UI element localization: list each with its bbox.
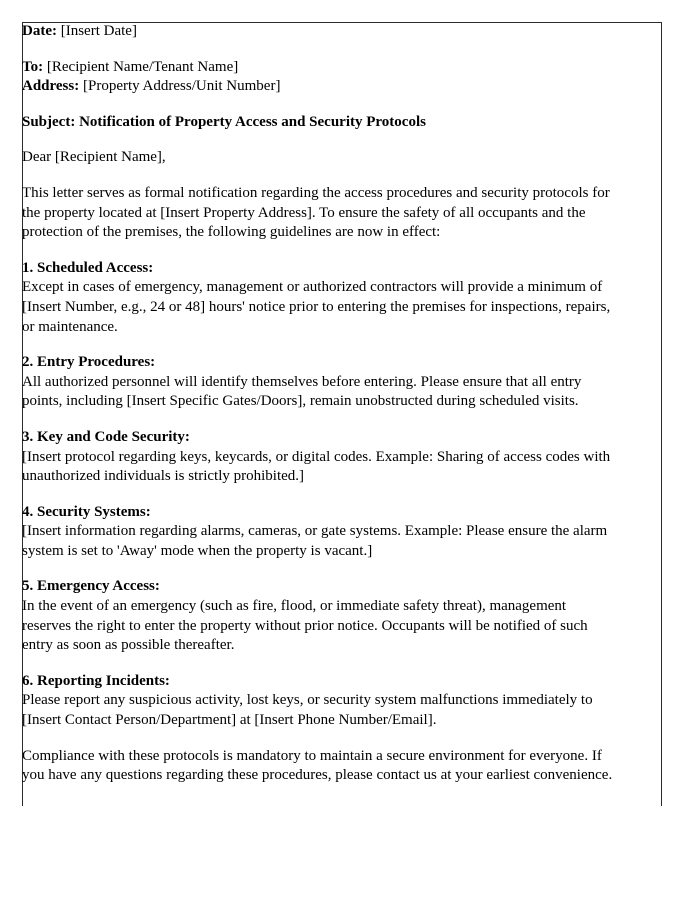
section-heading: 6. Reporting Incidents:: [22, 672, 170, 689]
to-value: [Recipient Name/Tenant Name]: [46, 58, 239, 75]
section-text: [Insert protocol regarding keys, keycards, or digital codes. Example: Sharing of access codes with unauthorized individuals is strictly prohibited.]: [22, 448, 611, 485]
section-text: In the event of an emergency (such as fire, flood, or immediate safety threat), management reserves the right to enter the property without prior notice. Occupants will be notified of such entry as soon as possible thereafter.: [22, 598, 588, 654]
section-heading: 5. Emergency Access:: [22, 578, 160, 595]
date-label: Date:: [22, 23, 57, 39]
section-text: All authorized personnel will identify themselves before entering. Please ensure that all entry points, including [Insert Specific Gates/Doors], remain unobstructed during scheduled visits.: [22, 373, 582, 410]
intro-paragraph: This letter serves as formal notification regarding the access procedures and security protocols for the property located at [Insert Property Address]. To ensure the safety of all occupants and the protection of the premises, the following guidelines are now in effect:: [22, 184, 610, 241]
date-value: [Insert Date]: [60, 23, 137, 39]
address-label: Address:: [22, 78, 80, 95]
section-heading: 2. Entry Procedures:: [22, 354, 156, 371]
section-reporting-incidents: [22, 672, 618, 731]
closing-paragraph: Compliance with these protocols is mandatory to maintain a secure environment for everyone. If you have any questions regarding these procedures, please contact us at your earliest convenience.: [22, 747, 613, 784]
recipient-block: [22, 58, 618, 97]
section-heading: 4. Security Systems:: [22, 503, 151, 520]
subject-line: Subject: Notification of Property Access and Security Protocols: [22, 113, 426, 130]
address-value: [Property Address/Unit Number]: [82, 78, 281, 95]
salutation: Dear [Recipient Name],: [22, 149, 166, 166]
section-scheduled-access: [22, 259, 618, 337]
date-block: [22, 22, 618, 42]
section-text: Except in cases of emergency, management or authorized contractors will provide a minimum of [Insert Number, e.g., 24 or 48] hours' notice prior to entering the premises for inspections, repairs, or maintenance.: [22, 279, 611, 335]
section-text: [Insert information regarding alarms, cameras, or gate systems. Example: Please ensure the alarm system is set to 'Away' mode when the property is vacant.]: [22, 523, 608, 559]
letter-content: [22, 22, 618, 802]
section-heading: 3. Key and Code Security:: [22, 428, 190, 445]
section-heading: 1. Scheduled Access:: [22, 259, 154, 276]
address-line: [22, 77, 618, 97]
section-key-and-code-security: [22, 428, 618, 487]
section-text: Please report any suspicious activity, lost keys, or security system malfunctions immediately to [Insert Contact Person/Department] at [Insert Phone Number/Email].: [22, 692, 593, 729]
to-label: To:: [22, 58, 44, 75]
section-emergency-access: [22, 577, 618, 655]
section-security-systems: [22, 503, 618, 562]
recipient-line: [22, 58, 618, 78]
section-entry-procedures: [22, 353, 618, 412]
